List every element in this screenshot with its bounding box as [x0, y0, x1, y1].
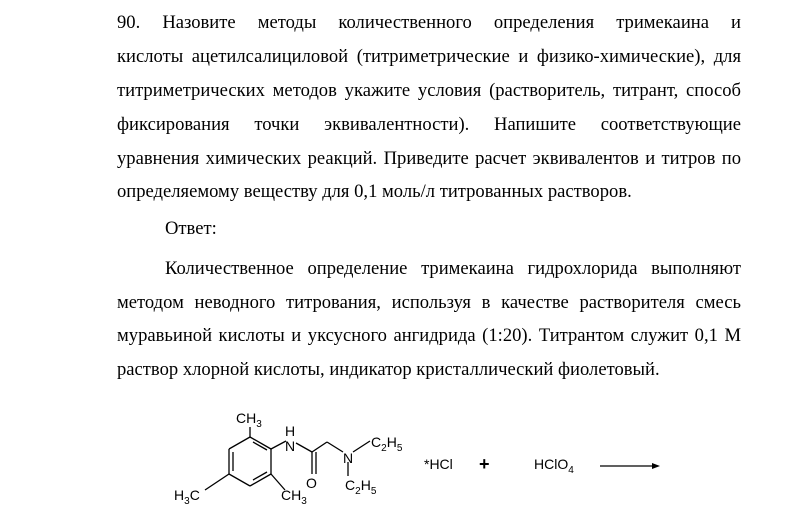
- question-line-6: определяемому веществу для 0,1 моль/л титрованных растворов.: [117, 181, 632, 202]
- amine-n-label: N: [343, 450, 354, 466]
- plus-sign: +: [479, 454, 490, 474]
- answer-line-2: методом неводного титрования, используя в качестве растворителя смесь: [117, 292, 741, 313]
- hclo4-label: HClO$_4$: [534, 456, 574, 476]
- h3c-label: $H_3C$: [174, 487, 200, 507]
- ch3-top-label: $CH_3$: [236, 410, 262, 430]
- hcl-label: *HCl: [424, 456, 453, 472]
- ch3-bottom-label: $CH_3$: [281, 487, 307, 507]
- answer-label: Ответ:: [165, 218, 217, 239]
- question-line-3: титриметрических методов укажите условия (растворитель, титрант, способ: [117, 80, 741, 101]
- arrow-head-icon: [652, 463, 660, 469]
- ethyl-bottom-label: $C_2H_5$: [345, 477, 377, 497]
- answer-line-3: муравьиной кислоты и уксусного ангидрида (1:20). Титрантом служит 0,1 М: [117, 325, 741, 346]
- amide-n-label: N: [285, 438, 296, 454]
- nh-h-label: H: [285, 423, 296, 439]
- answer-line-1: Количественное определение тримекаина гидрохлорида выполняют: [165, 258, 741, 279]
- question-line-4: фиксирования точки эквивалентности). Напишите соответствующие: [117, 114, 741, 135]
- question-line-1: 90. Назовите методы количественного определения тримекаина и: [117, 12, 741, 33]
- answer-line-4: раствор хлорной кислоты, индикатор кристаллический фиолетовый.: [117, 359, 660, 380]
- ethyl-top-label: $C_2H_5$: [371, 434, 403, 454]
- question-line-2: кислоты ацетилсалициловой (титриметрические и физико-химические), для: [117, 46, 741, 67]
- question-line-5: уравнения химических реакций. Приведите расчет эквивалентов и титров по: [117, 148, 741, 169]
- carbonyl-o-label: O: [306, 475, 317, 491]
